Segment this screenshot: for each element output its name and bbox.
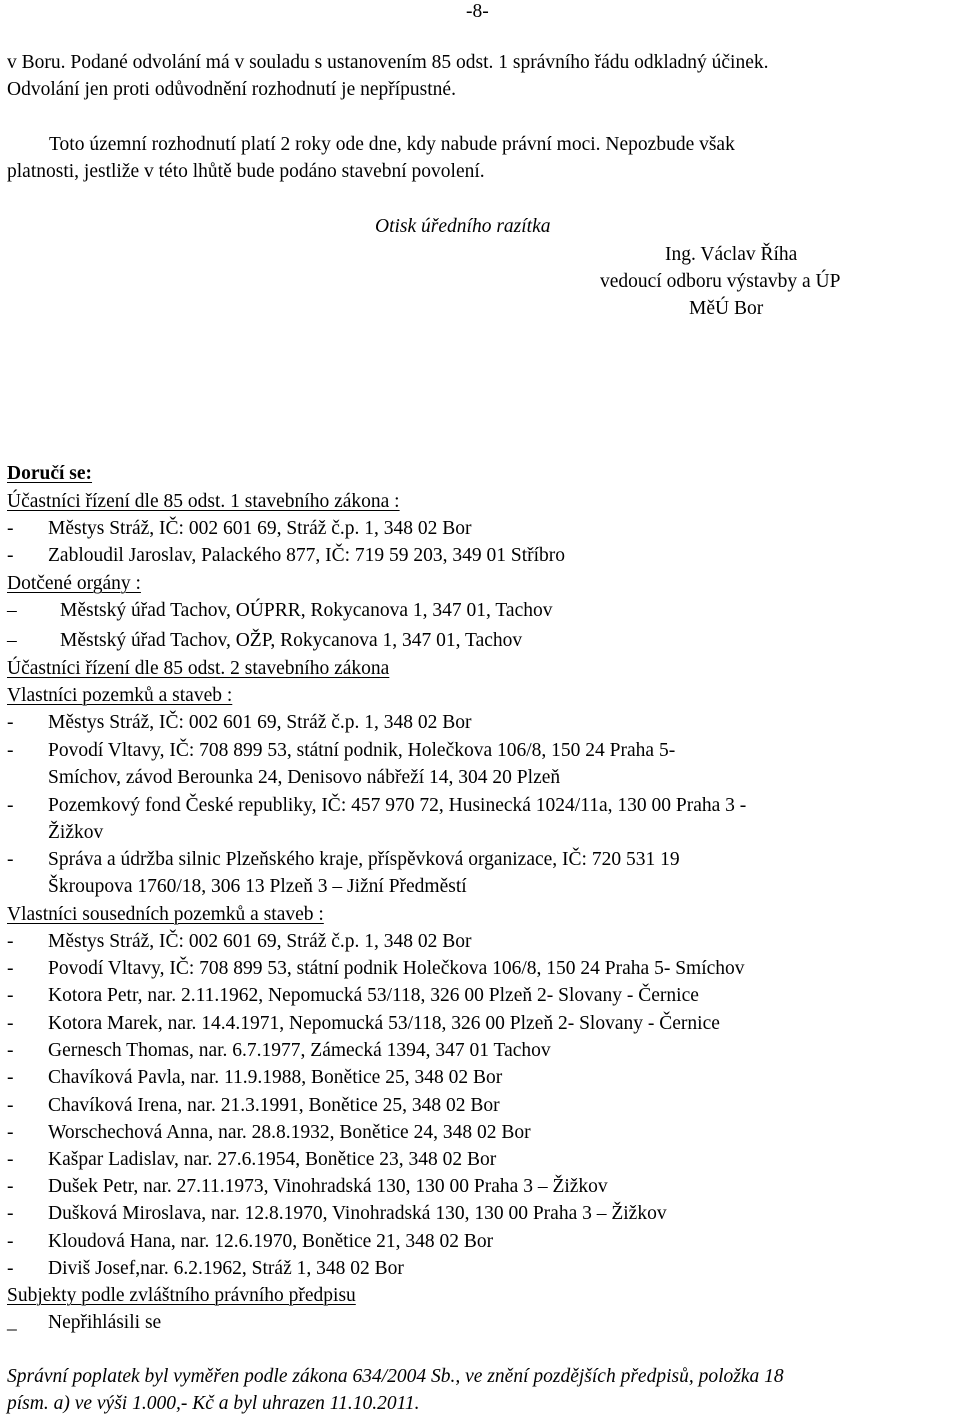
list-item: Kašpar Ladislav, nar. 27.6.1954, Bonětice 23, 348 02 Bor [48,1149,497,1170]
list-item: Dušek Petr, nar. 27.11.1973, Vinohradská 130, 130 00 Praha 3 – Žižkov [48,1176,608,1197]
participants-1-heading: Účastníci řízení dle 85 odst. 1 stavebního zákona : [7,491,400,512]
list-item-continuation: Smíchov, závod Berounka 24, Denisovo nábřeží 14, 304 20 Plzeň [48,767,561,788]
intro-line-2: Odvolání jen proti odůvodnění rozhodnutí je nepřípustné. [7,79,456,100]
list-item: Kotora Marek, nar. 14.4.1971, Nepomucká 53/118, 326 00 Plzeň 2- Slovany - Černice [48,1013,720,1034]
list-bullet: - [7,849,14,870]
list-item: Městský úřad Tachov, OÚPRR, Rokycanova 1, 347 01, Tachov [60,600,553,621]
list-item: Povodí Vltavy, IČ: 708 899 53, státní podnik Holečkova 106/8, 150 24 Praha 5- Smíchov [48,958,745,979]
list-bullet: - [7,1231,14,1252]
authorities-heading: Dotčené orgány : [7,573,141,594]
list-item: Zabloudil Jaroslav, Palackého 877, IČ: 719 59 203, 349 01 Stříbro [48,545,566,566]
list-bullet: - [7,1258,14,1279]
list-item: Městys Stráž, IČ: 002 601 69, Stráž č.p. 1, 348 02 Bor [48,712,472,733]
list-item: Kotora Petr, nar. 2.11.1962, Nepomucká 53/118, 326 00 Plzeň 2- Slovany - Černice [48,985,699,1006]
list-bullet: - [7,1176,14,1197]
list-bullet: - [7,985,14,1006]
intro-line-3: Toto územní rozhodnutí platí 2 roky ode dne, kdy nabude právní moci. Nepozbude však [49,134,735,155]
list-bullet: – [7,600,17,621]
list-bullet: - [7,712,14,733]
intro-line-1: v Boru. Podané odvolání má v souladu s ustanovením 85 odst. 1 správního řádu odkladný účinek. [7,52,769,73]
list-bullet: - [7,1013,14,1034]
list-bullet: - [7,545,14,566]
list-item: Městys Stráž, IČ: 002 601 69, Stráž č.p. 1, 348 02 Bor [48,518,472,539]
list-bullet: - [7,518,14,539]
list-bullet: - [7,1095,14,1116]
list-item: Gernesch Thomas, nar. 6.7.1977, Zámecká 1394, 347 01 Tachov [48,1040,551,1061]
list-item: Městský úřad Tachov, OŽP, Rokycanova 1, 347 01, Tachov [60,630,523,651]
list-bullet: _ [7,1312,17,1333]
list-bullet: - [7,1040,14,1061]
delivery-heading: Doručí se: [7,463,93,484]
list-bullet: - [7,1203,14,1224]
list-item-continuation: Žižkov [48,822,104,843]
list-item: Pozemkový fond České republiky, IČ: 457 970 72, Husinecká 1024/11a, 130 00 Praha 3 - [48,795,747,816]
signatory-office: MěÚ Bor [689,298,764,319]
list-item: Dušková Miroslava, nar. 12.8.1970, Vinohradská 130, 130 00 Praha 3 – Žižkov [48,1203,667,1224]
list-bullet: - [7,958,14,979]
owners-heading: Vlastníci pozemků a staveb : [7,685,233,706]
participants-2-heading: Účastníci řízení dle 85 odst. 2 stavebního zákona [7,658,390,679]
page-number: -8- [466,1,489,22]
list-bullet: - [7,795,14,816]
signatory-name: Ing. Václav Říha [665,244,798,265]
list-item: Kloudová Hana, nar. 12.6.1970, Bonětice 21, 348 02 Bor [48,1231,494,1252]
list-item: Diviš Josef,nar. 6.2.1962, Stráž 1, 348 02 Bor [48,1258,404,1279]
list-item: Chavíková Pavla, nar. 11.9.1988, Bonětice 25, 348 02 Bor [48,1067,503,1088]
list-bullet: - [7,931,14,952]
list-bullet: - [7,1122,14,1143]
list-bullet: - [7,1149,14,1170]
list-item: Povodí Vltavy, IČ: 708 899 53, státní podnik, Holečkova 106/8, 150 24 Praha 5- [48,740,676,761]
stamp-placeholder: Otisk úředního razítka [375,216,551,237]
special-subjects-heading: Subjekty podle zvláštního právního předpisu [7,1285,356,1306]
signatory-role: vedoucí odboru výstavby a ÚP [600,271,841,292]
list-bullet: - [7,1067,14,1088]
neighbours-heading: Vlastníci sousedních pozemků a staveb : [7,904,324,925]
list-bullet: - [7,740,14,761]
list-item: Správa a údržba silnic Plzeňského kraje, příspěvková organizace, IČ: 720 531 19 [48,849,680,870]
list-item: Městys Stráž, IČ: 002 601 69, Stráž č.p. 1, 348 02 Bor [48,931,472,952]
intro-line-4: platnosti, jestliže v této lhůtě bude podáno stavební povolení. [7,161,485,182]
fee-note-line-1: Správní poplatek byl vyměřen podle zákona 634/2004 Sb., ve znění pozdějších předpisů, položka 18 [7,1366,784,1387]
list-item: Chavíková Irena, nar. 21.3.1991, Bonětice 25, 348 02 Bor [48,1095,500,1116]
list-bullet: – [7,630,17,651]
fee-note-line-2: písm. a) ve výši 1.000,- Kč a byl uhrazen 11.10.2011. [7,1393,420,1414]
list-item: Nepřihlásili se [48,1312,162,1333]
list-item: Worschechová Anna, nar. 28.8.1932, Bonětice 24, 348 02 Bor [48,1122,531,1143]
list-item-continuation: Škroupova 1760/18, 306 13 Plzeň 3 – Jižní Předměstí [48,876,467,897]
